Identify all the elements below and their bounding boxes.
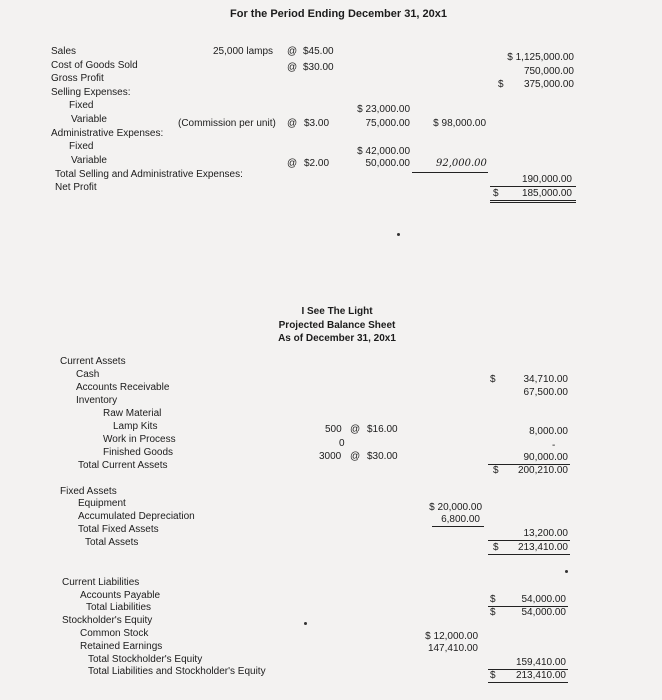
total-sa-label: Total Selling and Administrative Expenses: — [55, 169, 243, 180]
sales-price: $45.00 — [303, 46, 334, 57]
admin-variable-price: $2.00 — [304, 158, 330, 169]
admin-total: 92,000.00 — [436, 158, 487, 169]
total-liab-equity-amount: 213,410.00 — [515, 670, 566, 681]
admin-fixed-label: Fixed — [69, 141, 94, 152]
retained-label: Retained Earnings — [80, 641, 163, 652]
gross-profit-cur: $ — [498, 79, 504, 90]
cogs-price: $30.00 — [303, 62, 334, 73]
selling-total: $ 98,000.00 — [433, 118, 486, 129]
inventory-header: Inventory — [76, 395, 118, 406]
total-fixed-label: Total Fixed Assets — [78, 524, 159, 535]
lamp-kits-at: @ — [350, 424, 361, 435]
total-current-amount: 200,210.00 — [517, 465, 568, 476]
total-fixed-underline — [488, 540, 570, 541]
total-sa-amount: 190,000.00 — [521, 174, 572, 185]
total-liab-equity-label: Total Liabilities and Stockholder's Equity — [88, 666, 266, 677]
admin-header: Administrative Expenses: — [51, 128, 164, 139]
total-liab-equity-underline — [488, 682, 568, 683]
admin-fixed-amount: $ 42,000.00 — [357, 146, 410, 157]
lamp-kits-label: Lamp Kits — [113, 421, 158, 432]
equipment-amount: $ 20,000.00 — [429, 502, 482, 513]
total-liab-label: Total Liabilities — [86, 602, 152, 613]
common-stock-amount: $ 12,000.00 — [425, 631, 478, 642]
total-current-cur: $ — [493, 465, 499, 476]
sales-qty: 25,000 lamps — [213, 46, 274, 57]
sales-amount: $ 1,125,000.00 — [507, 52, 574, 63]
selling-fixed-label: Fixed — [69, 100, 94, 111]
cash-label: Cash — [76, 369, 100, 380]
finished-price: $30.00 — [367, 451, 398, 462]
equipment-label: Equipment — [78, 498, 126, 509]
selling-header: Selling Expenses: — [51, 87, 131, 98]
current-assets-header: Current Assets — [60, 356, 126, 367]
finished-at: @ — [350, 451, 361, 462]
balance-title: Projected Balance Sheet — [278, 320, 396, 331]
ar-amount: 67,500.00 — [523, 387, 568, 398]
selling-variable-note: (Commission per unit) — [178, 118, 276, 129]
wip-qty: 0 — [339, 438, 345, 449]
net-profit-cur: $ — [493, 188, 499, 199]
lamp-kits-price: $16.00 — [367, 424, 398, 435]
total-assets-cur: $ — [493, 542, 499, 553]
mark-dot-2 — [565, 570, 568, 573]
total-assets-label: Total Assets — [85, 537, 139, 548]
balance-date: As of December 31, 20x1 — [278, 333, 396, 344]
ap-label: Accounts Payable — [80, 590, 161, 601]
admin-variable-amount: 50,000.00 — [365, 158, 410, 169]
net-profit-label: Net Profit — [55, 182, 97, 193]
selling-variable-amount: 75,000.00 — [365, 118, 410, 129]
net-profit-amount: 185,000.00 — [521, 188, 572, 199]
admin-variable-label: Variable — [71, 155, 107, 166]
wip-label: Work in Process — [103, 434, 176, 445]
cash-cur: $ — [490, 374, 496, 385]
selling-fixed-amount: $ 23,000.00 — [357, 104, 410, 115]
total-sa-underline — [490, 186, 576, 187]
finished-label: Finished Goods — [103, 447, 174, 458]
fixed-assets-header: Fixed Assets — [60, 486, 117, 497]
total-liab-amount: 54,000.00 — [521, 607, 566, 618]
mark-dot-3 — [304, 622, 307, 625]
accum-dep-underline — [432, 526, 484, 527]
wip-amount: - — [552, 440, 556, 451]
current-liab-header: Current Liabilities — [62, 577, 140, 588]
cogs-label: Cost of Goods Sold — [51, 60, 138, 71]
sales-label: Sales — [51, 46, 77, 57]
total-current-label: Total Current Assets — [78, 460, 168, 471]
cash-amount: 34,710.00 — [523, 374, 568, 385]
period-title: For the Period Ending December 31, 20x1 — [230, 8, 448, 20]
net-profit-underline-1 — [490, 200, 576, 201]
selling-variable-price: $3.00 — [304, 118, 330, 129]
net-profit-underline-2 — [490, 202, 576, 203]
admin-variable-at: @ — [287, 158, 298, 169]
mark-dot — [397, 233, 400, 236]
admin-total-underline — [412, 172, 488, 173]
lamp-kits-qty: 500 — [325, 424, 342, 435]
equity-header: Stockholder's Equity — [62, 615, 153, 626]
total-liab-equity-cur: $ — [490, 670, 496, 681]
total-equity-label: Total Stockholder's Equity — [88, 654, 203, 665]
ap-cur: $ — [490, 594, 496, 605]
finished-amount: 90,000.00 — [523, 452, 568, 463]
retained-amount: 147,410.00 — [427, 643, 478, 654]
selling-variable-at: @ — [287, 118, 298, 129]
total-liab-cur: $ — [490, 607, 496, 618]
total-equity-amount: 159,410.00 — [515, 657, 566, 668]
selling-variable-label: Variable — [71, 114, 107, 125]
accum-dep-label: Accumulated Depreciation — [78, 511, 195, 522]
finished-qty: 3000 — [319, 451, 342, 462]
gross-profit-label: Gross Profit — [51, 73, 104, 84]
raw-material-header: Raw Material — [103, 408, 162, 419]
cogs-amount: 750,000.00 — [523, 66, 574, 77]
company-name: I See The Light — [301, 306, 373, 317]
sales-at: @ — [287, 46, 298, 57]
lamp-kits-amount: 8,000.00 — [529, 426, 568, 437]
gross-profit-amount: 375,000.00 — [523, 79, 574, 90]
total-fixed-amount: 13,200.00 — [523, 528, 568, 539]
ap-amount: 54,000.00 — [521, 594, 566, 605]
total-assets-amount: 213,410.00 — [517, 542, 568, 553]
total-assets-underline — [488, 554, 570, 555]
common-stock-label: Common Stock — [80, 628, 149, 639]
cogs-at: @ — [287, 62, 298, 73]
accum-dep-amount: 6,800.00 — [441, 514, 480, 525]
ar-label: Accounts Receivable — [76, 382, 170, 393]
